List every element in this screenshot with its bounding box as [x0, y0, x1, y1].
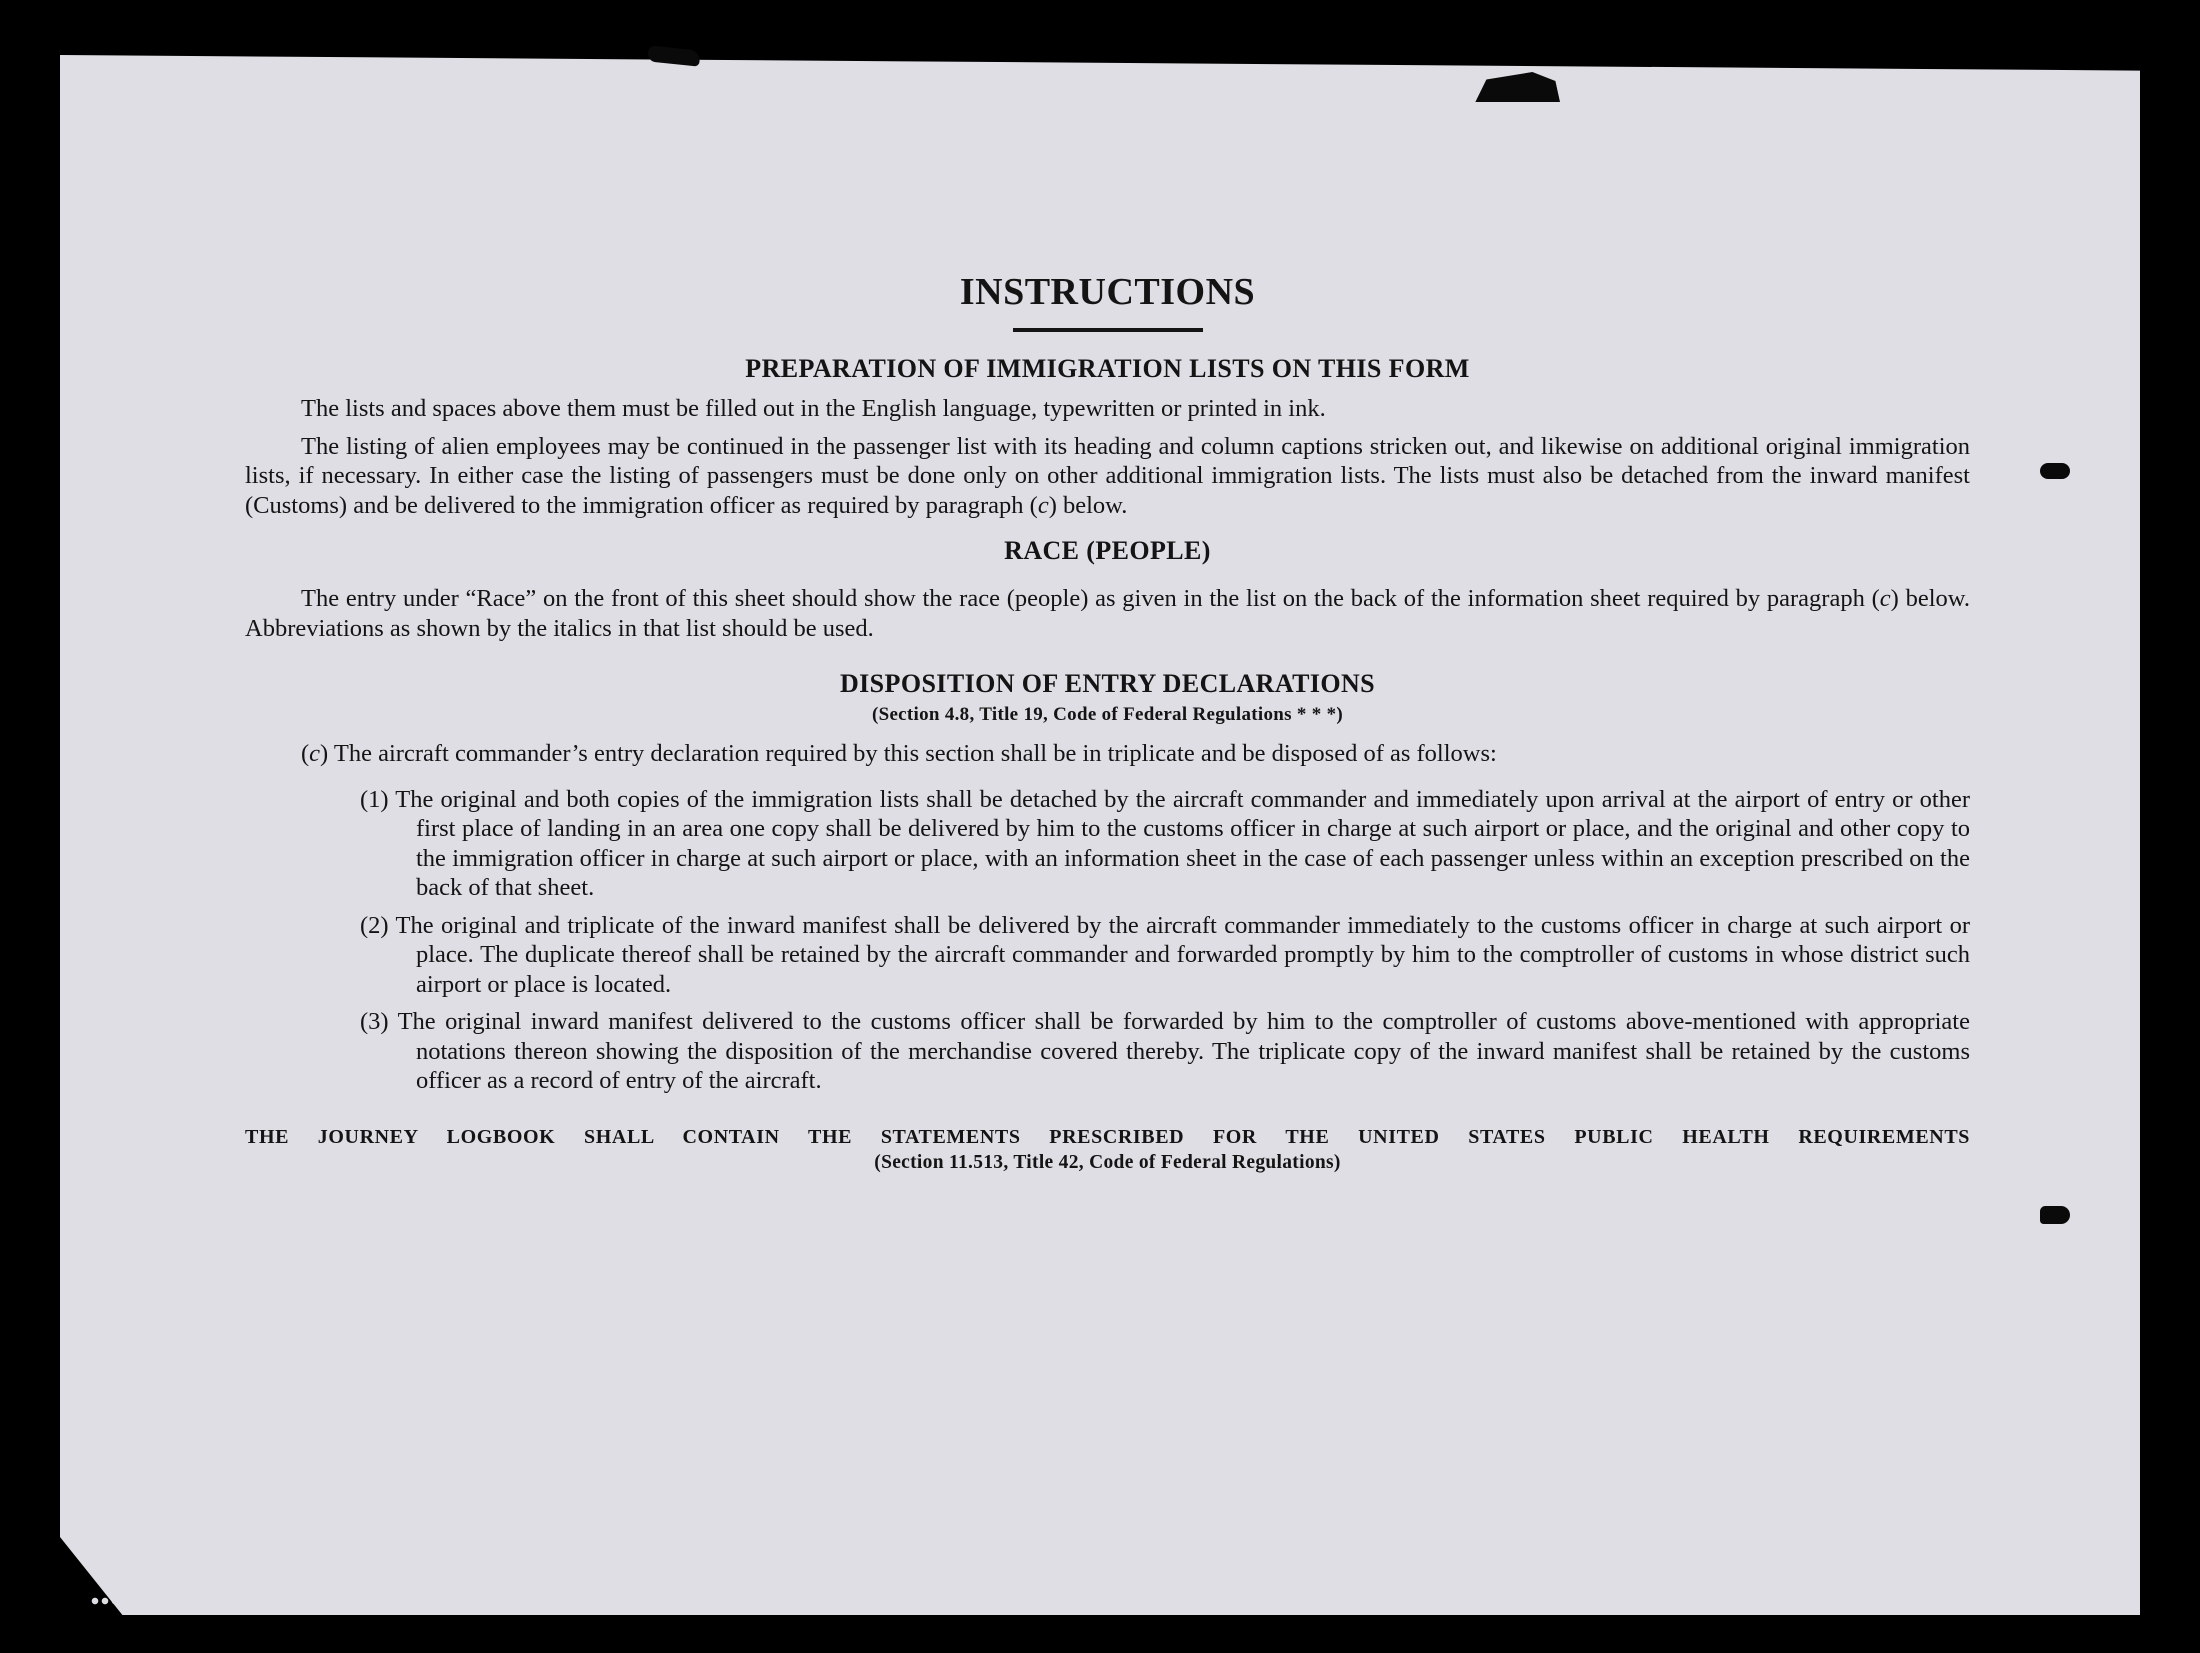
ink-mark-right-2 — [2040, 1206, 2070, 1224]
section-subheading-disposition: (Section 4.8, Title 19, Code of Federal Regulations * * *) — [871, 704, 1344, 725]
paragraph-lists-english: The lists and spaces above them must be filled out in the English language, typewritten or printed in ink. — [301, 395, 1326, 422]
perforated-edge — [90, 1596, 2130, 1606]
title-underline — [1013, 328, 1203, 332]
list-item-2: (2) The original and triplicate of the inward manifest shall be delivered by the aircraft commander immediately to the customs officer in charge at such airport or place. The duplicate thereof shall be retained by the aircraft commander and forwarded promptly by him to the comptroller of customs in whose district such airport or place is located. — [360, 911, 1970, 998]
paragraph-race-entry: The entry under “Race” on the front of this sheet should show the race (people) as given in the list on the back of the information sheet required by paragraph (c) below. Abbreviations as shown by the italics in that list should be used. — [245, 585, 1970, 642]
list-item-1: (1) The original and both copies of the immigration lists shall be detached by the aircraft commander and immediately upon arrival at the airport of entry or other first place of landing in an area one copy shall be delivered by him to the customs officer in charge at such airport or place, and the original and other copy to the immigration officer in charge at such airport or place, with an information sheet in the case of each passenger unless within an exception prescribed on the back of that sheet. — [360, 785, 1970, 901]
paragraph-entry-declaration: (c) The aircraft commander’s entry declaration required by this section shall be in triplicate and be disposed of as follows: — [301, 740, 1497, 767]
section-heading-preparation: PREPARATION OF IMMIGRATION LISTS ON THIS FORM — [745, 354, 1470, 383]
section-heading-race: RACE (PEOPLE) — [1004, 536, 1211, 565]
section-heading-disposition: DISPOSITION OF ENTRY DECLARATIONS — [839, 669, 1376, 698]
paragraph-alien-employees: The listing of alien employees may be continued in the passenger list with its heading and column captions stricken out, and likewise on additional original immigration lists, if necessary. In either case the listing of passengers must be done only on other additional immigration lists. The lists must also be detached from the inward manifest (Customs) and be delivered to the immigration officer as required by paragraph (c) below. — [245, 432, 1970, 519]
ink-mark-right-1 — [2040, 463, 2070, 479]
footer-statement: THE JOURNEY LOGBOOK SHALL CONTAIN THE STATEMENTS PRESCRIBED FOR THE UNITED STATES PUBLIC HEALTH REQUIREMENTS — [245, 1125, 1970, 1148]
instructions-content — [245, 270, 1970, 1176]
list-item-3: (3) The original inward manifest delivered to the customs officer shall be forwarded by him to the comptroller of customs above-mentioned with appropriate notations thereon showing the disposition of the merchandise covered thereby. The triplicate copy of the inward manifest shall be retained by the customs officer as a record of entry of the aircraft. — [360, 1008, 1970, 1094]
page-title: INSTRUCTIONS — [959, 271, 1256, 313]
footer-citation: (Section 11.513, Title 42, Code of Federal Regulations) — [874, 1151, 1341, 1173]
